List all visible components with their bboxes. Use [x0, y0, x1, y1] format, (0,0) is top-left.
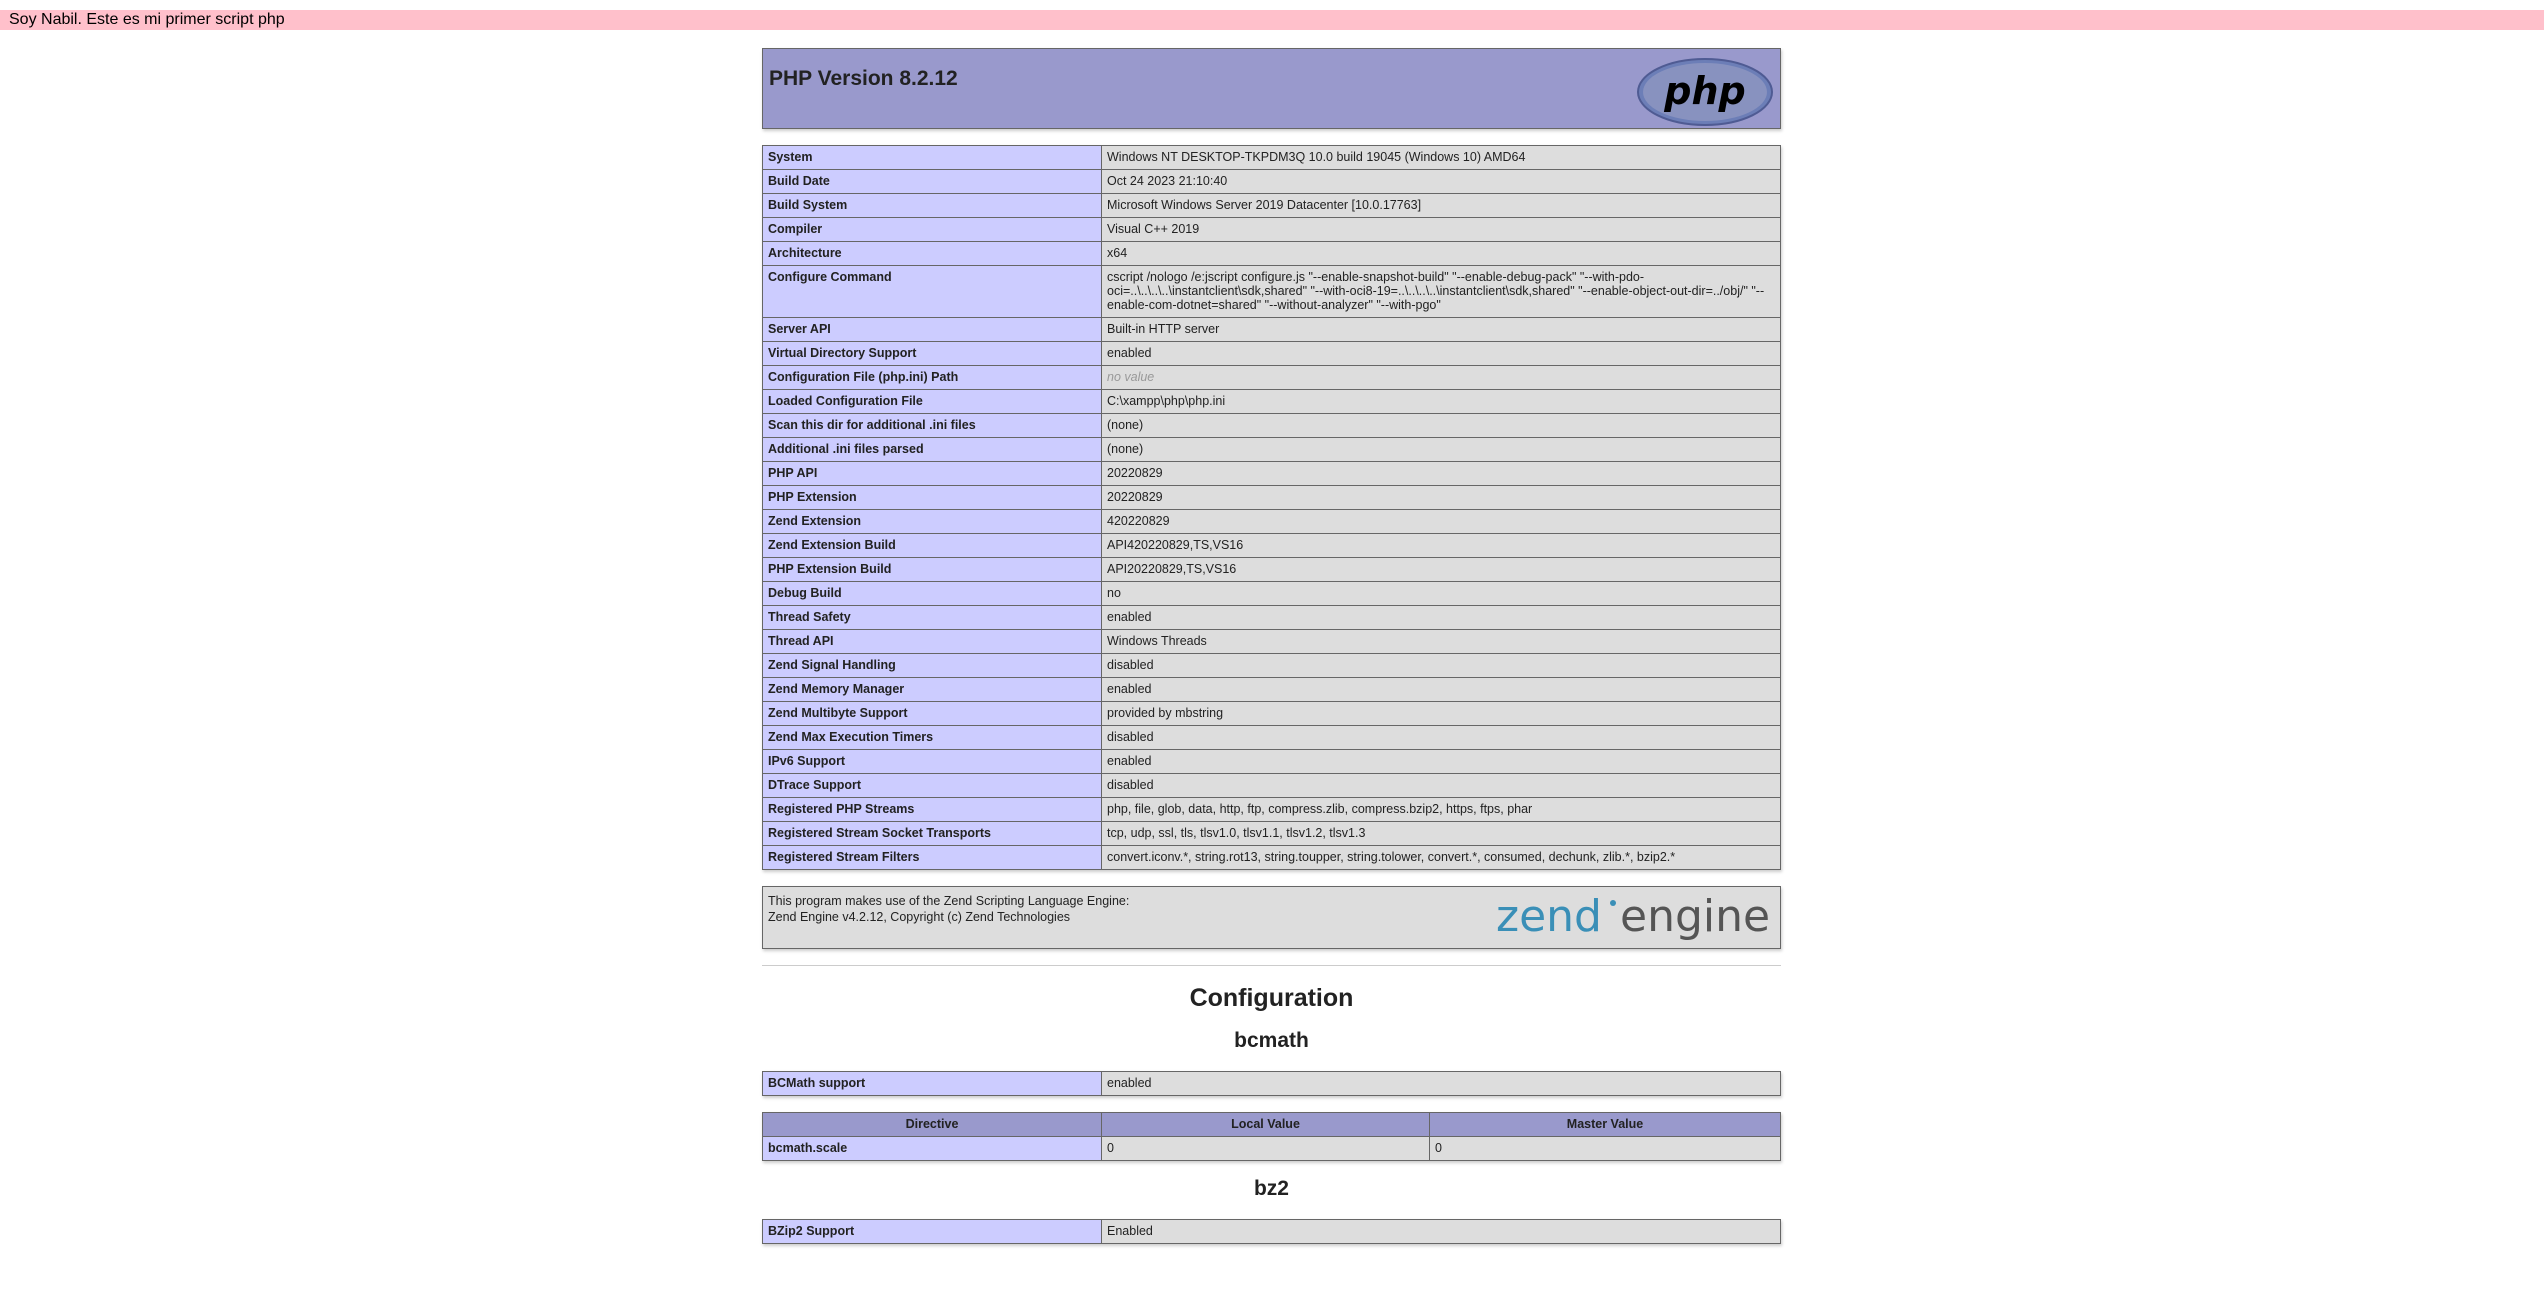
info-label: Registered PHP Streams — [763, 798, 1102, 822]
info-label: Configure Command — [763, 266, 1102, 318]
info-label: Build System — [763, 194, 1102, 218]
section-divider — [762, 965, 1781, 966]
bcmath-anchor-link[interactable]: bcmath — [1234, 1029, 1309, 1052]
info-value: enabled — [1102, 606, 1781, 630]
info-label: Loaded Configuration File — [763, 390, 1102, 414]
version-header — [762, 48, 1781, 129]
bz2-support-table — [762, 1219, 1781, 1244]
info-label: IPv6 Support — [763, 750, 1102, 774]
info-value: x64 — [1102, 242, 1781, 266]
info-value: tcp, udp, ssl, tls, tlsv1.0, tlsv1.1, tlsv1.2, tlsv1.3 — [1102, 822, 1781, 846]
info-value: disabled — [1102, 726, 1781, 750]
directive-name: bcmath.scale — [763, 1137, 1102, 1161]
zend-line-2: Zend Engine v4.2.12, Copyright (c) Zend Technologies — [768, 910, 1071, 924]
info-label: Zend Signal Handling — [763, 654, 1102, 678]
version-header-cell — [763, 49, 1781, 129]
info-table — [762, 145, 1781, 870]
configuration-heading: Configuration — [1189, 984, 1354, 1012]
info-label: PHP API — [763, 462, 1102, 486]
info-value: 420220829 — [1102, 510, 1781, 534]
table-row — [763, 510, 1781, 534]
zend-engine-logo-icon[interactable] — [1496, 893, 1776, 943]
bcmath-directives-table — [762, 1112, 1781, 1161]
master-value-column-header: Master Value — [1430, 1113, 1781, 1137]
info-value: enabled — [1102, 750, 1781, 774]
info-value: Windows Threads — [1102, 630, 1781, 654]
info-value: disabled — [1102, 774, 1781, 798]
info-value: Oct 24 2023 21:10:40 — [1102, 170, 1781, 194]
table-row — [763, 390, 1781, 414]
table-row — [763, 774, 1781, 798]
echo-output: Soy Nabil. Este es mi primer script php — [0, 10, 2544, 30]
php-logo-icon[interactable] — [1636, 57, 1774, 127]
table-row — [763, 462, 1781, 486]
info-value: API420220829,TS,VS16 — [1102, 534, 1781, 558]
info-label: Server API — [763, 318, 1102, 342]
info-label: Zend Extension — [763, 510, 1102, 534]
bcmath-support-value: enabled — [1102, 1072, 1781, 1096]
zend-line-1: This program makes use of the Zend Scripting Language Engine: — [768, 894, 1130, 908]
info-value: C:\xampp\php\php.ini — [1102, 390, 1781, 414]
info-label: Debug Build — [763, 582, 1102, 606]
svg-text:php: php — [1664, 69, 1746, 113]
info-value: 20220829 — [1102, 486, 1781, 510]
info-value: php, file, glob, data, http, ftp, compress.zlib, compress.bzip2, https, ftps, phar — [1102, 798, 1781, 822]
info-value: (none) — [1102, 414, 1781, 438]
info-value: cscript /nologo /e:jscript configure.js "--enable-snapshot-build" "--enable-debug-pack" "--with-pdo-oci=..\..\..\..\instantclient\sdk,shared" "--with-oci8-19=..\..\..\..\instantclient\sdk,shared" "--enable-object-out-dir=../obj/" "--enable-com-dotnet=shared" "--without-analyzer" "--with-pgo" — [1102, 266, 1781, 318]
info-value: provided by mbstring — [1102, 702, 1781, 726]
table-row — [763, 194, 1781, 218]
zend-engine-box — [762, 886, 1781, 949]
info-value: Windows NT DESKTOP-TKPDM3Q 10.0 build 19045 (Windows 10) AMD64 — [1102, 146, 1781, 170]
info-value: enabled — [1102, 678, 1781, 702]
table-row — [763, 630, 1781, 654]
info-label: PHP Extension — [763, 486, 1102, 510]
directive-column-header: Directive — [763, 1113, 1102, 1137]
info-value: (none) — [1102, 438, 1781, 462]
module-heading-bz2[interactable] — [762, 1177, 1781, 1201]
table-row — [763, 822, 1781, 846]
table-row — [763, 558, 1781, 582]
info-label: Compiler — [763, 218, 1102, 242]
no-value-text: no value — [1107, 370, 1155, 384]
table-row — [763, 846, 1781, 870]
table-row — [763, 798, 1781, 822]
bz2-support-label: BZip2 Support — [763, 1220, 1102, 1244]
bcmath-support-label: BCMath support — [763, 1072, 1102, 1096]
table-row — [763, 266, 1781, 318]
phpinfo-container — [762, 48, 1781, 1244]
table-row — [763, 726, 1781, 750]
table-row — [763, 678, 1781, 702]
info-label: DTrace Support — [763, 774, 1102, 798]
table-row — [763, 366, 1781, 390]
info-label: Architecture — [763, 242, 1102, 266]
svg-text:zend: zend — [1496, 893, 1602, 942]
table-row — [763, 438, 1781, 462]
info-label: Thread Safety — [763, 606, 1102, 630]
table-row — [763, 1220, 1781, 1244]
info-value: 20220829 — [1102, 462, 1781, 486]
table-row — [763, 318, 1781, 342]
info-value: convert.iconv.*, string.rot13, string.toupper, string.tolower, convert.*, consumed, dechunk, zlib.*, bzip2.* — [1102, 846, 1781, 870]
table-row — [763, 1137, 1781, 1161]
info-value: enabled — [1102, 342, 1781, 366]
info-label: Zend Multibyte Support — [763, 702, 1102, 726]
directive-master-value: 0 — [1430, 1137, 1781, 1161]
table-row — [763, 606, 1781, 630]
table-row — [763, 146, 1781, 170]
table-row — [763, 702, 1781, 726]
table-row — [763, 1072, 1781, 1096]
directive-local-value: 0 — [1102, 1137, 1430, 1161]
info-label: Thread API — [763, 630, 1102, 654]
info-value: Built-in HTTP server — [1102, 318, 1781, 342]
zend-engine-cell — [763, 887, 1781, 949]
info-label: Zend Extension Build — [763, 534, 1102, 558]
bz2-anchor-link[interactable]: bz2 — [1253, 1177, 1289, 1200]
directives-header-row — [763, 1113, 1781, 1137]
info-value: Microsoft Windows Server 2019 Datacenter [10.0.17763] — [1102, 194, 1781, 218]
table-row — [763, 342, 1781, 366]
bcmath-support-table — [762, 1071, 1781, 1096]
table-row — [763, 414, 1781, 438]
info-value: Visual C++ 2019 — [1102, 218, 1781, 242]
table-row — [763, 242, 1781, 266]
page-title: PHP Version 8.2.12 — [769, 67, 958, 90]
info-label: Virtual Directory Support — [763, 342, 1102, 366]
local-value-column-header: Local Value — [1102, 1113, 1430, 1137]
info-label: Zend Max Execution Timers — [763, 726, 1102, 750]
info-value: API20220829,TS,VS16 — [1102, 558, 1781, 582]
module-heading-bcmath[interactable] — [762, 1029, 1781, 1053]
info-label: Additional .ini files parsed — [763, 438, 1102, 462]
table-row — [763, 654, 1781, 678]
info-label: Registered Stream Socket Transports — [763, 822, 1102, 846]
info-label: Configuration File (php.ini) Path — [763, 366, 1102, 390]
info-label: System — [763, 146, 1102, 170]
table-row — [763, 218, 1781, 242]
svg-text:engine: engine — [1620, 893, 1771, 942]
info-value: disabled — [1102, 654, 1781, 678]
info-label: Zend Memory Manager — [763, 678, 1102, 702]
info-value: no — [1102, 582, 1781, 606]
table-row — [763, 486, 1781, 510]
table-row — [763, 582, 1781, 606]
info-label: Registered Stream Filters — [763, 846, 1102, 870]
table-row — [763, 534, 1781, 558]
info-value — [1102, 366, 1781, 390]
table-row — [763, 170, 1781, 194]
info-label: Build Date — [763, 170, 1102, 194]
table-row — [763, 750, 1781, 774]
info-label: PHP Extension Build — [763, 558, 1102, 582]
info-label: Scan this dir for additional .ini files — [763, 414, 1102, 438]
bz2-support-value: Enabled — [1102, 1220, 1781, 1244]
